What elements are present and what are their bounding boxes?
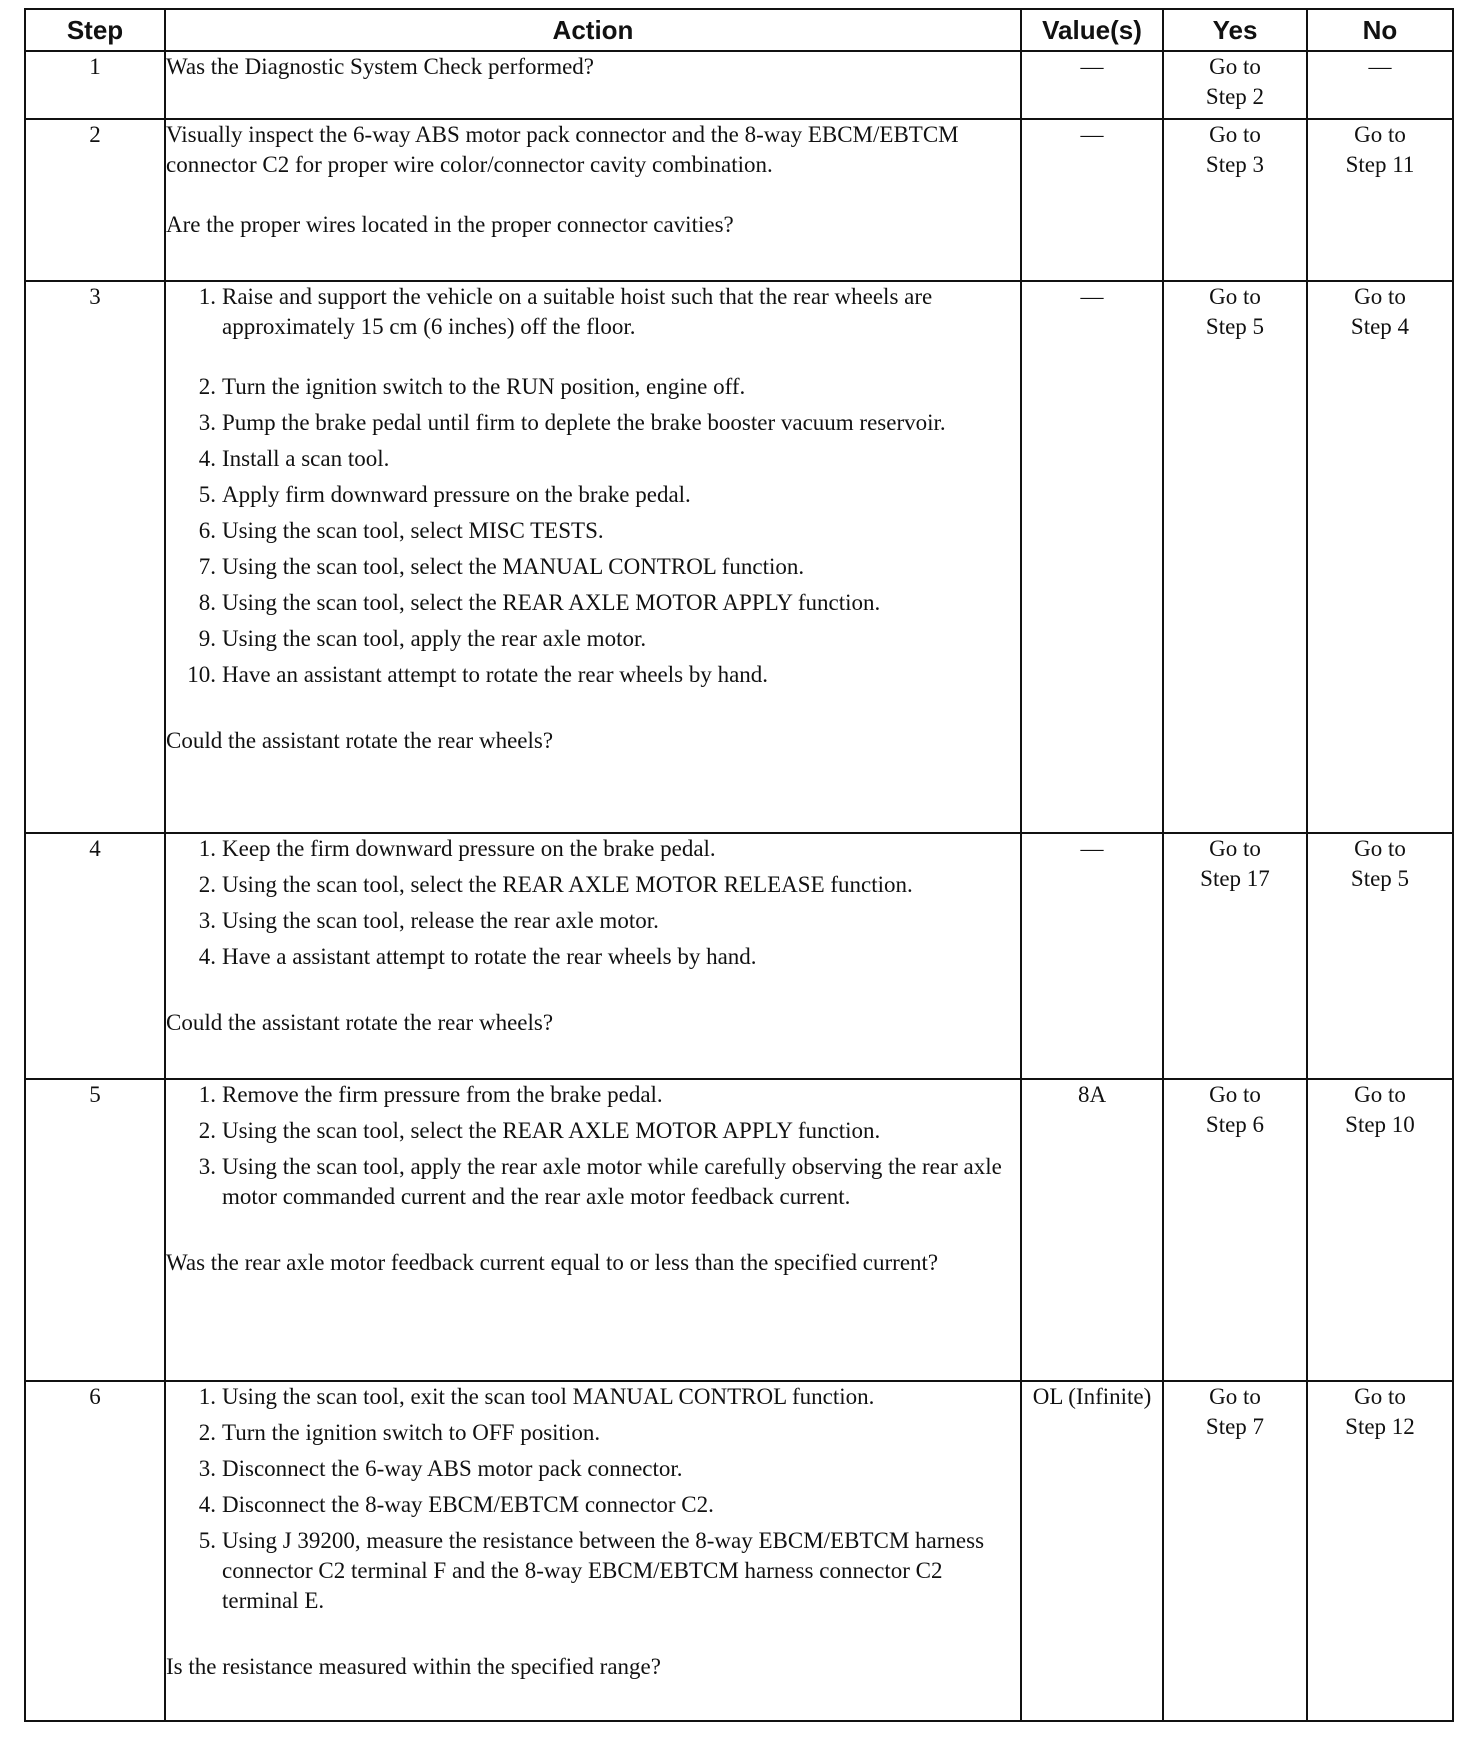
list-item [166, 372, 1020, 402]
header-step: Step [25, 9, 165, 51]
no-cell [1307, 1079, 1453, 1381]
yes-line-2: Step 7 [1205, 1414, 1265, 1439]
item-text: Using the scan tool, select MISC TESTS. [222, 518, 604, 543]
item-number: 3. [198, 410, 216, 435]
item-number: 2. [198, 1420, 216, 1445]
action-cell [165, 833, 1021, 1079]
list-item [166, 906, 1020, 936]
question-text: Are the proper wires located in the proper connector cavities? [166, 212, 734, 237]
yes-line-1: Go to [1209, 122, 1261, 147]
list-item [166, 1116, 1020, 1146]
step-number: 3 [25, 281, 165, 833]
yes-cell [1163, 1079, 1307, 1381]
item-number: 3. [198, 908, 216, 933]
no-line-1: Go to [1354, 836, 1406, 861]
no-cell [1307, 119, 1453, 281]
list-item [166, 516, 1020, 546]
list-item [166, 870, 1020, 900]
item-text: Have an assistant attempt to rotate the rear wheels by hand. [222, 662, 769, 687]
step-number: 4 [25, 833, 165, 1079]
list-item [166, 660, 1020, 690]
list-item [166, 1490, 1020, 1520]
no-line-2: Step 5 [1350, 866, 1410, 891]
procedure-list [166, 1382, 1020, 1616]
step-number: 5 [25, 1079, 165, 1381]
list-item [166, 408, 1020, 438]
yes-cell [1163, 51, 1307, 119]
action-cell [165, 281, 1021, 833]
list-item [166, 1080, 1020, 1110]
item-number: 4. [198, 1492, 216, 1517]
item-text: Install a scan tool. [222, 446, 390, 471]
item-text: Using the scan tool, select the MANUAL CONTROL function. [222, 554, 805, 579]
value-cell: OL (Infinite) [1021, 1381, 1163, 1721]
header-values: Value(s) [1021, 9, 1163, 51]
list-item [166, 942, 1020, 972]
item-number: 9. [198, 626, 216, 651]
item-number: 3. [198, 1154, 216, 1179]
yes-cell [1163, 119, 1307, 281]
yes-line-2: Step 5 [1205, 314, 1265, 339]
item-number: 8. [198, 590, 216, 615]
no-line-1: Go to [1354, 122, 1406, 147]
item-number: 5. [198, 1528, 216, 1553]
no-line-2: Step 10 [1345, 1112, 1415, 1137]
action-cell [165, 1381, 1021, 1721]
list-item [166, 834, 1020, 864]
step-number: 1 [25, 51, 165, 119]
item-number: 5. [198, 482, 216, 507]
item-number: 7. [198, 554, 216, 579]
list-item [166, 624, 1020, 654]
no-line-1: Go to [1354, 284, 1406, 309]
list-item [166, 1382, 1020, 1412]
list-item [166, 552, 1020, 582]
list-item [166, 1526, 1020, 1616]
question-text: Could the assistant rotate the rear wheels? [166, 1010, 554, 1035]
yes-line-2: Step 3 [1205, 152, 1265, 177]
no-cell [1307, 51, 1453, 119]
procedure-list [166, 1080, 1020, 1212]
action-cell [165, 119, 1021, 281]
no-cell [1307, 833, 1453, 1079]
no-line-1: Go to [1354, 1384, 1406, 1409]
action-cell [165, 51, 1021, 119]
item-text: Using the scan tool, apply the rear axle motor. [222, 626, 647, 651]
diagnostic-table [24, 8, 1454, 1722]
no-line-2: Step 4 [1350, 314, 1410, 339]
yes-line-2: Step 2 [1205, 84, 1265, 109]
spacer [166, 180, 1020, 210]
table-row [25, 1381, 1453, 1721]
table-row [25, 51, 1453, 119]
item-number: 2. [198, 1118, 216, 1143]
item-text: Remove the firm pressure from the brake pedal. [222, 1082, 663, 1107]
yes-line-1: Go to [1209, 284, 1261, 309]
spacer [166, 696, 1020, 726]
spacer [166, 1622, 1020, 1652]
yes-cell [1163, 1381, 1307, 1721]
item-text: Using J 39200, measure the resistance between the 8-way EBCM/EBTCM harness connector C2 terminal F and the 8-way EBCM/EBTCM harness connector C2 terminal E. [222, 1528, 985, 1613]
table-row [25, 833, 1453, 1079]
question-text: Was the Diagnostic System Check performed? [166, 54, 595, 79]
item-text: Pump the brake pedal until firm to deplete the brake booster vacuum reservoir. [222, 410, 946, 435]
question-text: Was the rear axle motor feedback current equal to or less than the specified current? [166, 1250, 939, 1275]
header-yes: Yes [1163, 9, 1307, 51]
item-text: Using the scan tool, release the rear axle motor. [222, 908, 659, 933]
no-line-2: Step 11 [1345, 152, 1415, 177]
item-text: Turn the ignition switch to the RUN position, engine off. [222, 374, 746, 399]
item-number: 10. [187, 662, 216, 687]
value-cell: — [1021, 119, 1163, 281]
item-number: 3. [198, 1456, 216, 1481]
spacer [166, 1218, 1020, 1248]
item-text: Raise and support the vehicle on a suitable hoist such that the rear wheels are approximately 15 cm (6 inches) off the floor. [222, 284, 933, 339]
intro-text: Visually inspect the 6-way ABS motor pack connector and the 8-way EBCM/EBTCM connector C2 for proper wire color/connector cavity combination. [166, 122, 959, 177]
table-row [25, 1079, 1453, 1381]
yes-line-1: Go to [1209, 54, 1261, 79]
spacer [166, 978, 1020, 1008]
no-line-1: Go to [1354, 1082, 1406, 1107]
step-number: 2 [25, 119, 165, 281]
list-item [166, 1418, 1020, 1448]
list-item [166, 282, 1020, 342]
item-number: 2. [198, 872, 216, 897]
yes-line-2: Step 17 [1200, 866, 1270, 891]
item-text: Turn the ignition switch to OFF position. [222, 1420, 601, 1445]
yes-line-1: Go to [1209, 1082, 1261, 1107]
item-number: 4. [198, 944, 216, 969]
yes-line-2: Step 6 [1205, 1112, 1265, 1137]
item-text: Keep the firm downward pressure on the brake pedal. [222, 836, 716, 861]
item-number: 1. [198, 284, 216, 309]
header-no: No [1307, 9, 1453, 51]
item-number: 2. [198, 374, 216, 399]
value-cell: — [1021, 833, 1163, 1079]
list-item [166, 444, 1020, 474]
item-text: Apply firm downward pressure on the brake pedal. [222, 482, 691, 507]
header-action: Action [165, 9, 1021, 51]
yes-cell [1163, 833, 1307, 1079]
list-item [166, 1152, 1020, 1212]
list-item [166, 588, 1020, 618]
table-row [25, 281, 1453, 833]
item-number: 1. [198, 836, 216, 861]
item-text: Using the scan tool, apply the rear axle motor while carefully observing the rear axle motor commanded current and the rear axle motor feedback current. [222, 1154, 1002, 1209]
procedure-list [166, 834, 1020, 972]
no-cell [1307, 1381, 1453, 1721]
item-number: 1. [198, 1082, 216, 1107]
item-text: Have a assistant attempt to rotate the rear wheels by hand. [222, 944, 757, 969]
item-text: Using the scan tool, select the REAR AXLE MOTOR APPLY function. [222, 1118, 881, 1143]
step-number: 6 [25, 1381, 165, 1721]
no-cell [1307, 281, 1453, 833]
question-text: Could the assistant rotate the rear wheels? [166, 728, 554, 753]
list-item [166, 1454, 1020, 1484]
item-text: Disconnect the 8-way EBCM/EBTCM connector C2. [222, 1492, 714, 1517]
yes-cell [1163, 281, 1307, 833]
no-line-2: Step 12 [1345, 1414, 1415, 1439]
procedure-list [166, 282, 1020, 690]
yes-line-1: Go to [1209, 836, 1261, 861]
item-number: 1. [198, 1384, 216, 1409]
item-number: 6. [198, 518, 216, 543]
question-text: Is the resistance measured within the specified range? [166, 1654, 661, 1679]
table-row [25, 119, 1453, 281]
item-text: Using the scan tool, exit the scan tool MANUAL CONTROL function. [222, 1384, 875, 1409]
list-item [166, 480, 1020, 510]
item-text: Disconnect the 6-way ABS motor pack connector. [222, 1456, 683, 1481]
action-cell [165, 1079, 1021, 1381]
item-text: Using the scan tool, select the REAR AXLE MOTOR RELEASE function. [222, 872, 913, 897]
item-text: Using the scan tool, select the REAR AXLE MOTOR APPLY function. [222, 590, 881, 615]
item-number: 4. [198, 446, 216, 471]
value-cell: 8A [1021, 1079, 1163, 1381]
value-cell: — [1021, 51, 1163, 119]
header-row [25, 9, 1453, 51]
yes-line-1: Go to [1209, 1384, 1261, 1409]
value-cell: — [1021, 281, 1163, 833]
no-line-1: — [1368, 54, 1392, 79]
